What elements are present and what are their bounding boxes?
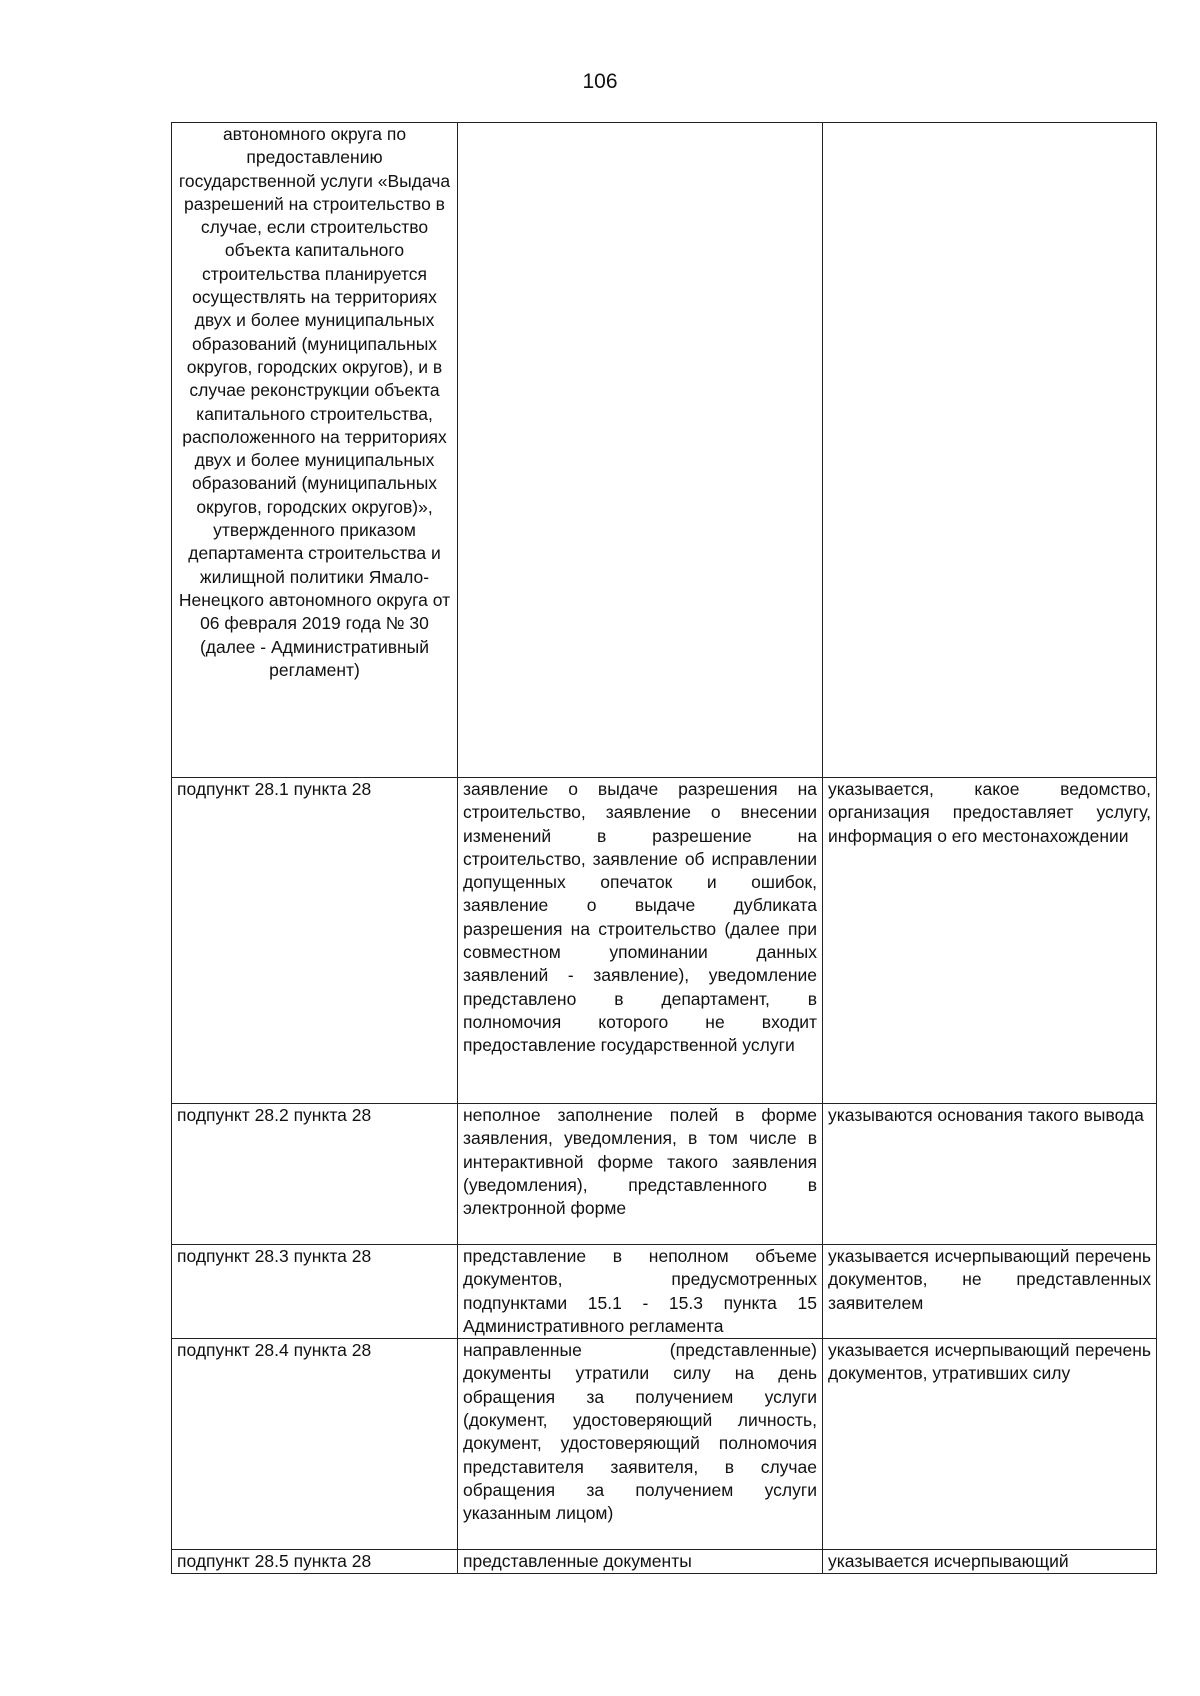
reason-cell: неполное заполнение полей в форме заявления, уведомления, в том числе в интерактивной форме такого заявления (уведомления), представленного в электронной форме [458,1104,823,1245]
table-row [172,1245,1157,1339]
table-row [172,1550,1157,1574]
explanation-cell: указывается исчерпывающий перечень документов, не представленных заявителем [823,1245,1157,1339]
reason-cell: представление в неполном объеме документов, предусмотренных подпунктами 15.1 - 15.3 пункта 15 Административного регламента [458,1245,823,1339]
table-row [172,1104,1157,1245]
document-table [171,122,1157,1574]
basis-cell: подпункт 28.1 пункта 28 [172,778,458,1104]
reason-cell: заявление о выдаче разрешения на строительство, заявление о внесении изменений в разрешение на строительство, заявление об исправлении допущенных опечаток и ошибок, заявление о выдаче дубликата разрешения на строительство (далее при совместном упоминании данных заявлений - заявление), уведомление представлено в департамент, в полномочия которого не входит предоставление государственной услуги [458,778,823,1104]
reason-cell: направленные (представленные) документы утратили силу на день обращения за получением услуги (документ, удостоверяющий личность, документ, удостоверяющий полномочия представителя заявителя, в случае обращения за получением услуги указанным лицом) [458,1339,823,1550]
explanation-cell [823,123,1157,778]
basis-cell: подпункт 28.5 пункта 28 [172,1550,458,1574]
basis-cell: автономного округа по предоставлению государственной услуги «Выдача разрешений на строительство в случае, если строительство объекта капитального строительства планируется осуществлять на территориях двух и более муниципальных образований (муниципальных округов, городских округов), и в случае реконструкции объекта капитального строительства, расположенного на территориях двух и более муниципальных образований (муниципальных округов, городских округов)», утвержденного приказом департамента строительства и жилищной политики Ямало-Ненецкого автономного округа от 06 февраля 2019 года № 30 (далее - Административный регламент) [172,123,458,778]
basis-cell: подпункт 28.3 пункта 28 [172,1245,458,1339]
basis-cell: подпункт 28.4 пункта 28 [172,1339,458,1550]
explanation-cell: указываются основания такого вывода [823,1104,1157,1245]
table-row [172,1339,1157,1550]
explanation-cell: указывается исчерпывающий перечень документов, утративших силу [823,1339,1157,1550]
table-row [172,123,1157,778]
page-number: 106 [582,70,618,93]
reason-cell: представленные документы [458,1550,823,1574]
basis-cell: подпункт 28.2 пункта 28 [172,1104,458,1245]
table-row [172,778,1157,1104]
explanation-cell: указывается, какое ведомство, организация предоставляет услугу, информация о его местонахождении [823,778,1157,1104]
explanation-cell: указывается исчерпывающий [823,1550,1157,1574]
reason-cell [458,123,823,778]
